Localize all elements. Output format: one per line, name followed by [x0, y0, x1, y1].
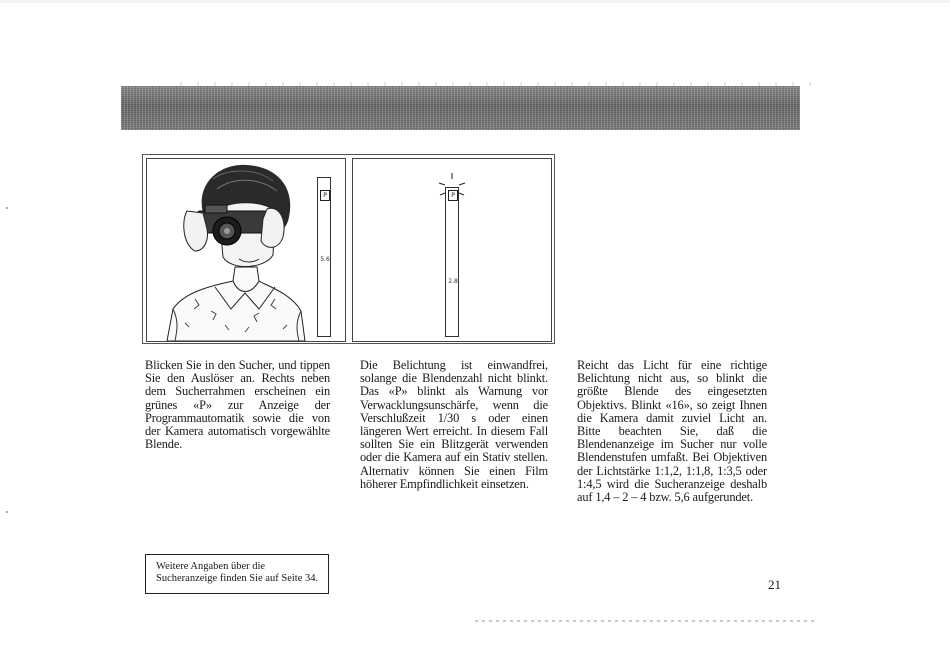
photographer-illustration — [155, 159, 315, 341]
viewfinder-display-strip — [317, 177, 331, 337]
header-bar — [121, 86, 800, 130]
text-column-2: Die Belichtung ist einwandfrei, solange die Blendenzahl nicht blinkt. Das «P» blinkt als Warnung vor Verwacklungsunschärfe, wenn die Verschlußzeit 1/30 s oder einen längeren Wert erreicht. In diesem Fall sollten Sie ein Blitzgerät verwenden oder die Kamera auf ein Stativ stellen. Alternativ können Sie einen Film höherer Empfindlichkeit einsetzen. — [360, 358, 548, 491]
viewfinder-panel-right — [352, 158, 552, 342]
margin-mark — [6, 511, 8, 513]
program-mode-indicator: P — [320, 190, 330, 201]
scan-noise-bottom — [475, 620, 815, 622]
page-edge — [0, 0, 950, 3]
page-number: 21 — [768, 577, 781, 592]
viewfinder-panel-left — [146, 158, 346, 342]
program-mode-indicator: P — [448, 190, 458, 201]
aperture-readout: 2.8 — [448, 278, 458, 285]
viewfinder-display-strip — [445, 187, 459, 337]
reference-note: Weitere Angaben über die Sucheranzeige finden Sie auf Seite 34. — [145, 554, 329, 594]
text-column-3: Reicht das Licht für eine richtige Belichtung nicht aus, so blinkt die größte Blende des eingesetzten Objektivs. Blinkt «16», so zeigt Ihnen die Kamera damit zuviel Licht an. Bitte beachten Sie, daß die Blendenanzeige im Sucher nur volle Blendenstufen umfaßt. Bei Objektiven der Lichtstärke 1:1,2, 1:1,8, 1:3,5 oder 1:4,5 wird die Sucheranzeige deshalb auf 1,4 – 2 – 4 bzw. 5,6 aufgerundet. — [577, 358, 767, 505]
margin-mark — [6, 207, 8, 209]
aperture-readout: 5.6 — [320, 256, 330, 263]
text-column-1: Blicken Sie in den Sucher, und tippen Sie den Auslöser an. Rechts neben dem Sucherrahmen erscheinen ein grünes «P» zur Anzeige der Programmautomatik sowie die von der Kamera automatisch vorgewählte Blende. — [145, 358, 330, 452]
